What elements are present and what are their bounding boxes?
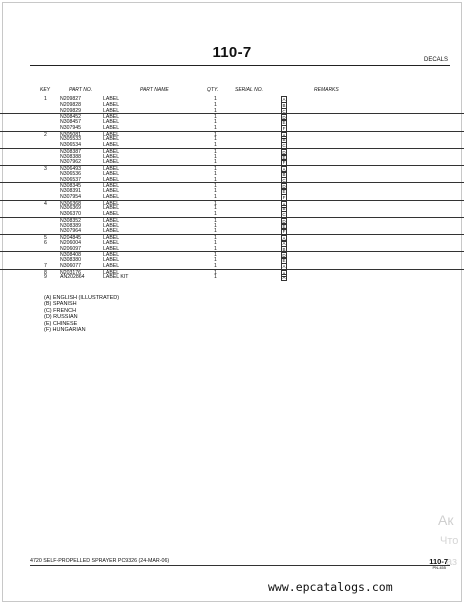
remarks-cell: A	[282, 270, 286, 276]
part-number-cell: N308380	[60, 257, 82, 263]
qty-cell: 1	[214, 257, 217, 263]
col-header-part-no: PART NO.	[69, 87, 93, 93]
part-number-cell: N209829	[60, 107, 82, 114]
remarks-cell: A	[282, 275, 286, 281]
legend-item: (D) RUSSIAN	[44, 314, 78, 321]
footer-rule	[30, 565, 450, 566]
part-name-cell: LABEL	[103, 166, 120, 172]
remarks-cell: D	[282, 115, 286, 121]
part-name-cell: LABEL	[103, 159, 120, 166]
part-name-cell: LABEL	[103, 153, 120, 160]
remarks-cell: A	[282, 263, 286, 269]
footer-page-code: PN-455	[432, 565, 446, 570]
footer-publication: 4720 SELF-PROPELLED SPRAYER PC9326 (24-MAR-06)	[30, 558, 170, 564]
key-cell: 2	[44, 131, 47, 138]
qty-cell: 1	[214, 211, 217, 217]
legend-item: (A) ENGLISH (ILLUSTRATED)	[44, 295, 120, 301]
part-name-cell: LABEL	[103, 148, 120, 155]
part-number-cell: N308352	[60, 217, 82, 224]
section-name: DECALS	[423, 57, 448, 63]
part-number-cell: N307945	[60, 124, 82, 131]
remarks-cell: C	[282, 212, 286, 217]
remarks-cell: D	[282, 253, 286, 259]
key-cell: 8	[44, 269, 47, 276]
col-header-serial-no: SERIAL NO.	[235, 87, 263, 93]
qty-cell: 1	[214, 217, 217, 224]
part-number-cell: N306534	[60, 142, 82, 148]
remarks-cell: C	[282, 108, 286, 114]
remarks-cell: B	[282, 206, 286, 212]
part-number-cell: N308457	[60, 119, 82, 125]
remarks-cell: F	[282, 194, 286, 200]
qty-cell: 1	[214, 269, 217, 276]
key-cell: 9	[44, 274, 47, 281]
qty-cell: 1	[214, 136, 217, 143]
qty-cell: 1	[214, 222, 217, 229]
qty-cell: 1	[214, 124, 217, 131]
qty-cell: 1	[214, 96, 217, 102]
qty-cell: 1	[214, 101, 217, 108]
part-name-cell: LABEL	[103, 211, 120, 217]
part-number-cell: N308408	[60, 252, 82, 259]
part-number-cell: AN202864	[60, 274, 85, 281]
legend-item: (B) SPANISH	[44, 301, 77, 308]
part-name-cell: LABEL	[103, 228, 120, 235]
part-name-cell: LABEL	[103, 96, 120, 102]
qty-cell: 1	[214, 148, 217, 155]
part-name-cell: LABEL KIT	[103, 274, 129, 281]
part-name-cell: LABEL	[103, 114, 120, 121]
part-name-cell: LABEL	[103, 183, 120, 190]
remarks-cell: E	[282, 223, 286, 229]
qty-cell: 1	[214, 235, 217, 241]
part-number-cell: N307964	[60, 228, 82, 235]
part-number-cell: N206004	[60, 239, 82, 246]
part-number-cell: N306493	[60, 166, 82, 172]
watermark-text: Что	[440, 535, 459, 547]
part-name-cell: LABEL	[103, 205, 120, 212]
qty-cell: 1	[214, 245, 217, 252]
key-cell: 6	[44, 239, 47, 246]
remarks-cell: B	[282, 246, 286, 252]
key-cell: 3	[44, 166, 47, 172]
header-rule	[30, 65, 450, 66]
part-number-cell: N307962	[60, 159, 82, 166]
remarks-cell: A	[282, 167, 286, 172]
part-name-cell: LABEL	[103, 124, 120, 131]
part-number-cell: N308388	[60, 153, 82, 160]
part-number-cell: N203176	[60, 269, 82, 276]
remarks-cell: E	[282, 258, 286, 263]
part-name-cell: LABEL	[103, 252, 120, 259]
qty-cell: 1	[214, 142, 217, 148]
part-number-cell: N209827	[60, 96, 82, 102]
legend-item: (C) FRENCH	[44, 307, 77, 314]
table-row	[0, 274, 464, 280]
col-header-key: KEY	[40, 87, 51, 93]
qty-cell: 1	[214, 176, 217, 183]
qty-cell: 1	[214, 262, 217, 269]
part-number-cell: N306370	[60, 211, 82, 217]
part-number-cell: N204845	[60, 235, 82, 241]
qty-cell: 1	[214, 239, 217, 246]
part-number-cell: N305081	[60, 131, 82, 138]
key-cell: 1	[44, 96, 47, 102]
remarks-cell: D	[282, 218, 286, 224]
part-name-cell: LABEL	[103, 200, 120, 207]
part-name-cell: LABEL	[103, 193, 120, 200]
watermark-text: аз	[446, 556, 458, 568]
key-cell: 4	[44, 200, 47, 207]
part-name-cell: LABEL	[103, 269, 120, 276]
qty-cell: 1	[214, 274, 217, 281]
remarks-cell: A	[282, 97, 286, 102]
remarks-cell: F	[282, 125, 286, 131]
key-cell: 5	[44, 235, 47, 241]
part-name-cell: LABEL	[103, 142, 120, 148]
qty-cell: 1	[214, 188, 217, 194]
part-name-cell: LABEL	[103, 235, 120, 241]
remarks-cell: C	[282, 177, 286, 183]
col-header-qty: QTY.	[207, 87, 219, 93]
part-name-cell: LABEL	[103, 262, 120, 269]
qty-cell: 1	[214, 170, 217, 177]
part-number-cell: N308387	[60, 148, 82, 155]
legend-item: (F) HUNGARIAN	[44, 327, 86, 334]
legend-item: (E) CHINESE	[44, 320, 78, 327]
language-legend	[44, 295, 119, 333]
key-cell: 7	[44, 262, 47, 269]
site-url-link[interactable]: www.epcatalogs.com	[268, 580, 393, 594]
part-number-cell: N305533	[60, 136, 82, 143]
remarks-cell: F	[282, 229, 286, 235]
part-name-cell: LABEL	[103, 222, 120, 229]
remarks-cell: E	[282, 189, 286, 194]
remarks-cell: E	[282, 120, 286, 125]
remarks-cell: B	[282, 171, 286, 177]
part-number-cell: N306369	[60, 205, 82, 212]
part-number-cell: N206097	[60, 245, 82, 252]
part-name-cell: LABEL	[103, 176, 120, 183]
part-number-cell: N308389	[60, 222, 82, 229]
part-name-cell: LABEL	[103, 217, 120, 224]
qty-cell: 1	[214, 183, 217, 190]
part-number-cell: N306368	[60, 200, 82, 207]
remarks-cell: E	[282, 154, 286, 160]
col-header-remarks: REMARKS	[314, 87, 339, 93]
part-number-cell: N308452	[60, 114, 82, 121]
qty-cell: 1	[214, 159, 217, 166]
qty-cell: 1	[214, 193, 217, 200]
qty-cell: 1	[214, 107, 217, 114]
part-name-cell: LABEL	[103, 131, 120, 138]
qty-cell: 1	[214, 200, 217, 207]
part-number-cell: N306537	[60, 176, 82, 183]
qty-cell: 1	[214, 153, 217, 160]
part-number-cell: N306536	[60, 170, 82, 177]
part-name-cell: LABEL	[103, 101, 120, 108]
part-number-cell: N209828	[60, 101, 82, 108]
remarks-cell: C	[282, 143, 286, 148]
remarks-cell: A	[282, 240, 286, 246]
part-name-cell: LABEL	[103, 188, 120, 194]
part-name-cell: LABEL	[103, 245, 120, 252]
qty-cell: 1	[214, 205, 217, 212]
part-name-cell: LABEL	[103, 136, 120, 143]
col-header-part-name: PART NAME	[140, 87, 169, 93]
remarks-cell: D	[282, 184, 286, 190]
part-name-cell: LABEL	[103, 107, 120, 114]
part-number-cell: N306077	[60, 262, 82, 269]
footer-page-number: 110-7	[429, 557, 448, 566]
remarks-cell: F	[282, 160, 286, 166]
qty-cell: 1	[214, 166, 217, 172]
part-number-cell: N307954	[60, 193, 82, 200]
qty-cell: 1	[214, 228, 217, 235]
remarks-cell: A	[282, 236, 286, 241]
part-number-cell: N308345	[60, 183, 82, 190]
part-name-cell: LABEL	[103, 119, 120, 125]
part-name-cell: LABEL	[103, 239, 120, 246]
qty-cell: 1	[214, 131, 217, 138]
qty-cell: 1	[214, 119, 217, 125]
remarks-cell: B	[282, 102, 286, 108]
remarks-cell: A	[282, 132, 286, 138]
part-name-cell: LABEL	[103, 170, 120, 177]
watermark-text: Ак	[438, 512, 454, 528]
page-title: 110-7	[212, 44, 252, 61]
part-name-cell: LABEL	[103, 257, 120, 263]
remarks-cell: A	[282, 201, 286, 207]
qty-cell: 1	[214, 114, 217, 121]
qty-cell: 1	[214, 252, 217, 259]
remarks-cell: B	[282, 137, 286, 143]
part-number-cell: N308391	[60, 188, 82, 194]
remarks-cell: D	[282, 149, 286, 155]
